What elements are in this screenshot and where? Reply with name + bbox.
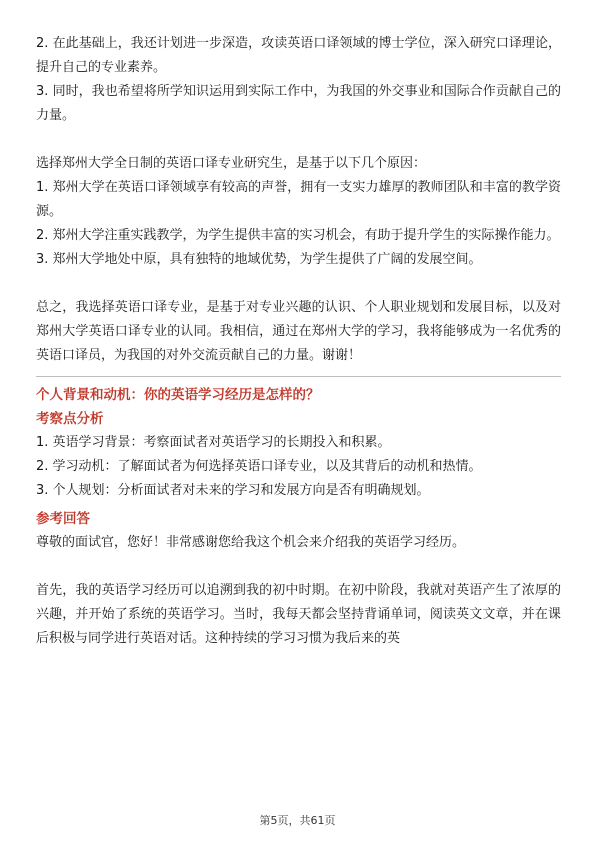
reason-item-2: 2. 郑州大学注重实践教学，为学生提供丰富的实习机会，有助于提升学生的实际操作能力。 [36, 228, 560, 243]
spacer [36, 555, 561, 579]
spacer [36, 128, 561, 152]
reason-item-1: 1. 郑州大学在英语口译领域享有较高的声誉，拥有一支实力雄厚的教师团队和丰富的教学资源。 [36, 180, 561, 219]
question-title: 个人背景和动机：你的英语学习经历是怎样的？ [36, 387, 320, 403]
analysis-item-3: 3. 个人规划：分析面试者对未来的学习和发展方向是否有明确规划。 [36, 483, 430, 498]
analysis-item-1: 1. 英语学习背景：考察面试者对英语学习的长期投入和积累。 [36, 435, 391, 450]
answer-title: 参考回答 [36, 511, 90, 527]
answer-intro: 尊敬的面试官，您好！非常感谢您给我这个机会来介绍我的英语学习经历。 [36, 535, 466, 550]
reasons-intro: 选择郑州大学全日制的英语口译专业研究生，是基于以下几个原因： [36, 156, 427, 171]
spacer [36, 272, 561, 296]
reason-item-3: 3. 郑州大学地处中原，具有独特的地域优势，为学生提供了广阔的发展空间。 [36, 252, 482, 267]
conclusion-paragraph: 总之，我选择英语口译专业，是基于对专业兴趣的认识、个人职业规划和发展目标，以及对郑州大学英语口译专业的认同。我相信，通过在郑州大学的学习，我将能够成为一名优秀的英语口译员，为我国的对外交流贡献自己的力量。谢谢！ [36, 300, 561, 363]
plan-item-3: 3. 同时，我也希望将所学知识运用到实际工作中，为我国的外交事业和国际合作贡献自己的力量。 [36, 84, 561, 123]
answer-body: 首先，我的英语学习经历可以追溯到我的初中时期。在初中阶段，我就对英语产生了浓厚的兴趣，并开始了系统的英语学习。当时，我每天都会坚持背诵单词，阅读英文文章，并在课后积极与同学进行英语对话。这种持续的学习习惯为我后来的英 [36, 583, 561, 646]
page-content [36, 32, 561, 651]
section-divider [36, 376, 561, 377]
analysis-item-2: 2. 学习动机：了解面试者为何选择英语口译专业，以及其背后的动机和热情。 [36, 459, 482, 474]
page-footer: 第5页，共61页 [259, 814, 336, 827]
analysis-title: 考察点分析 [36, 411, 104, 427]
plan-item-2: 2. 在此基础上，我还计划进一步深造，攻读英语口译领域的博士学位，深入研究口译理论，提升自己的专业素养。 [36, 36, 561, 75]
